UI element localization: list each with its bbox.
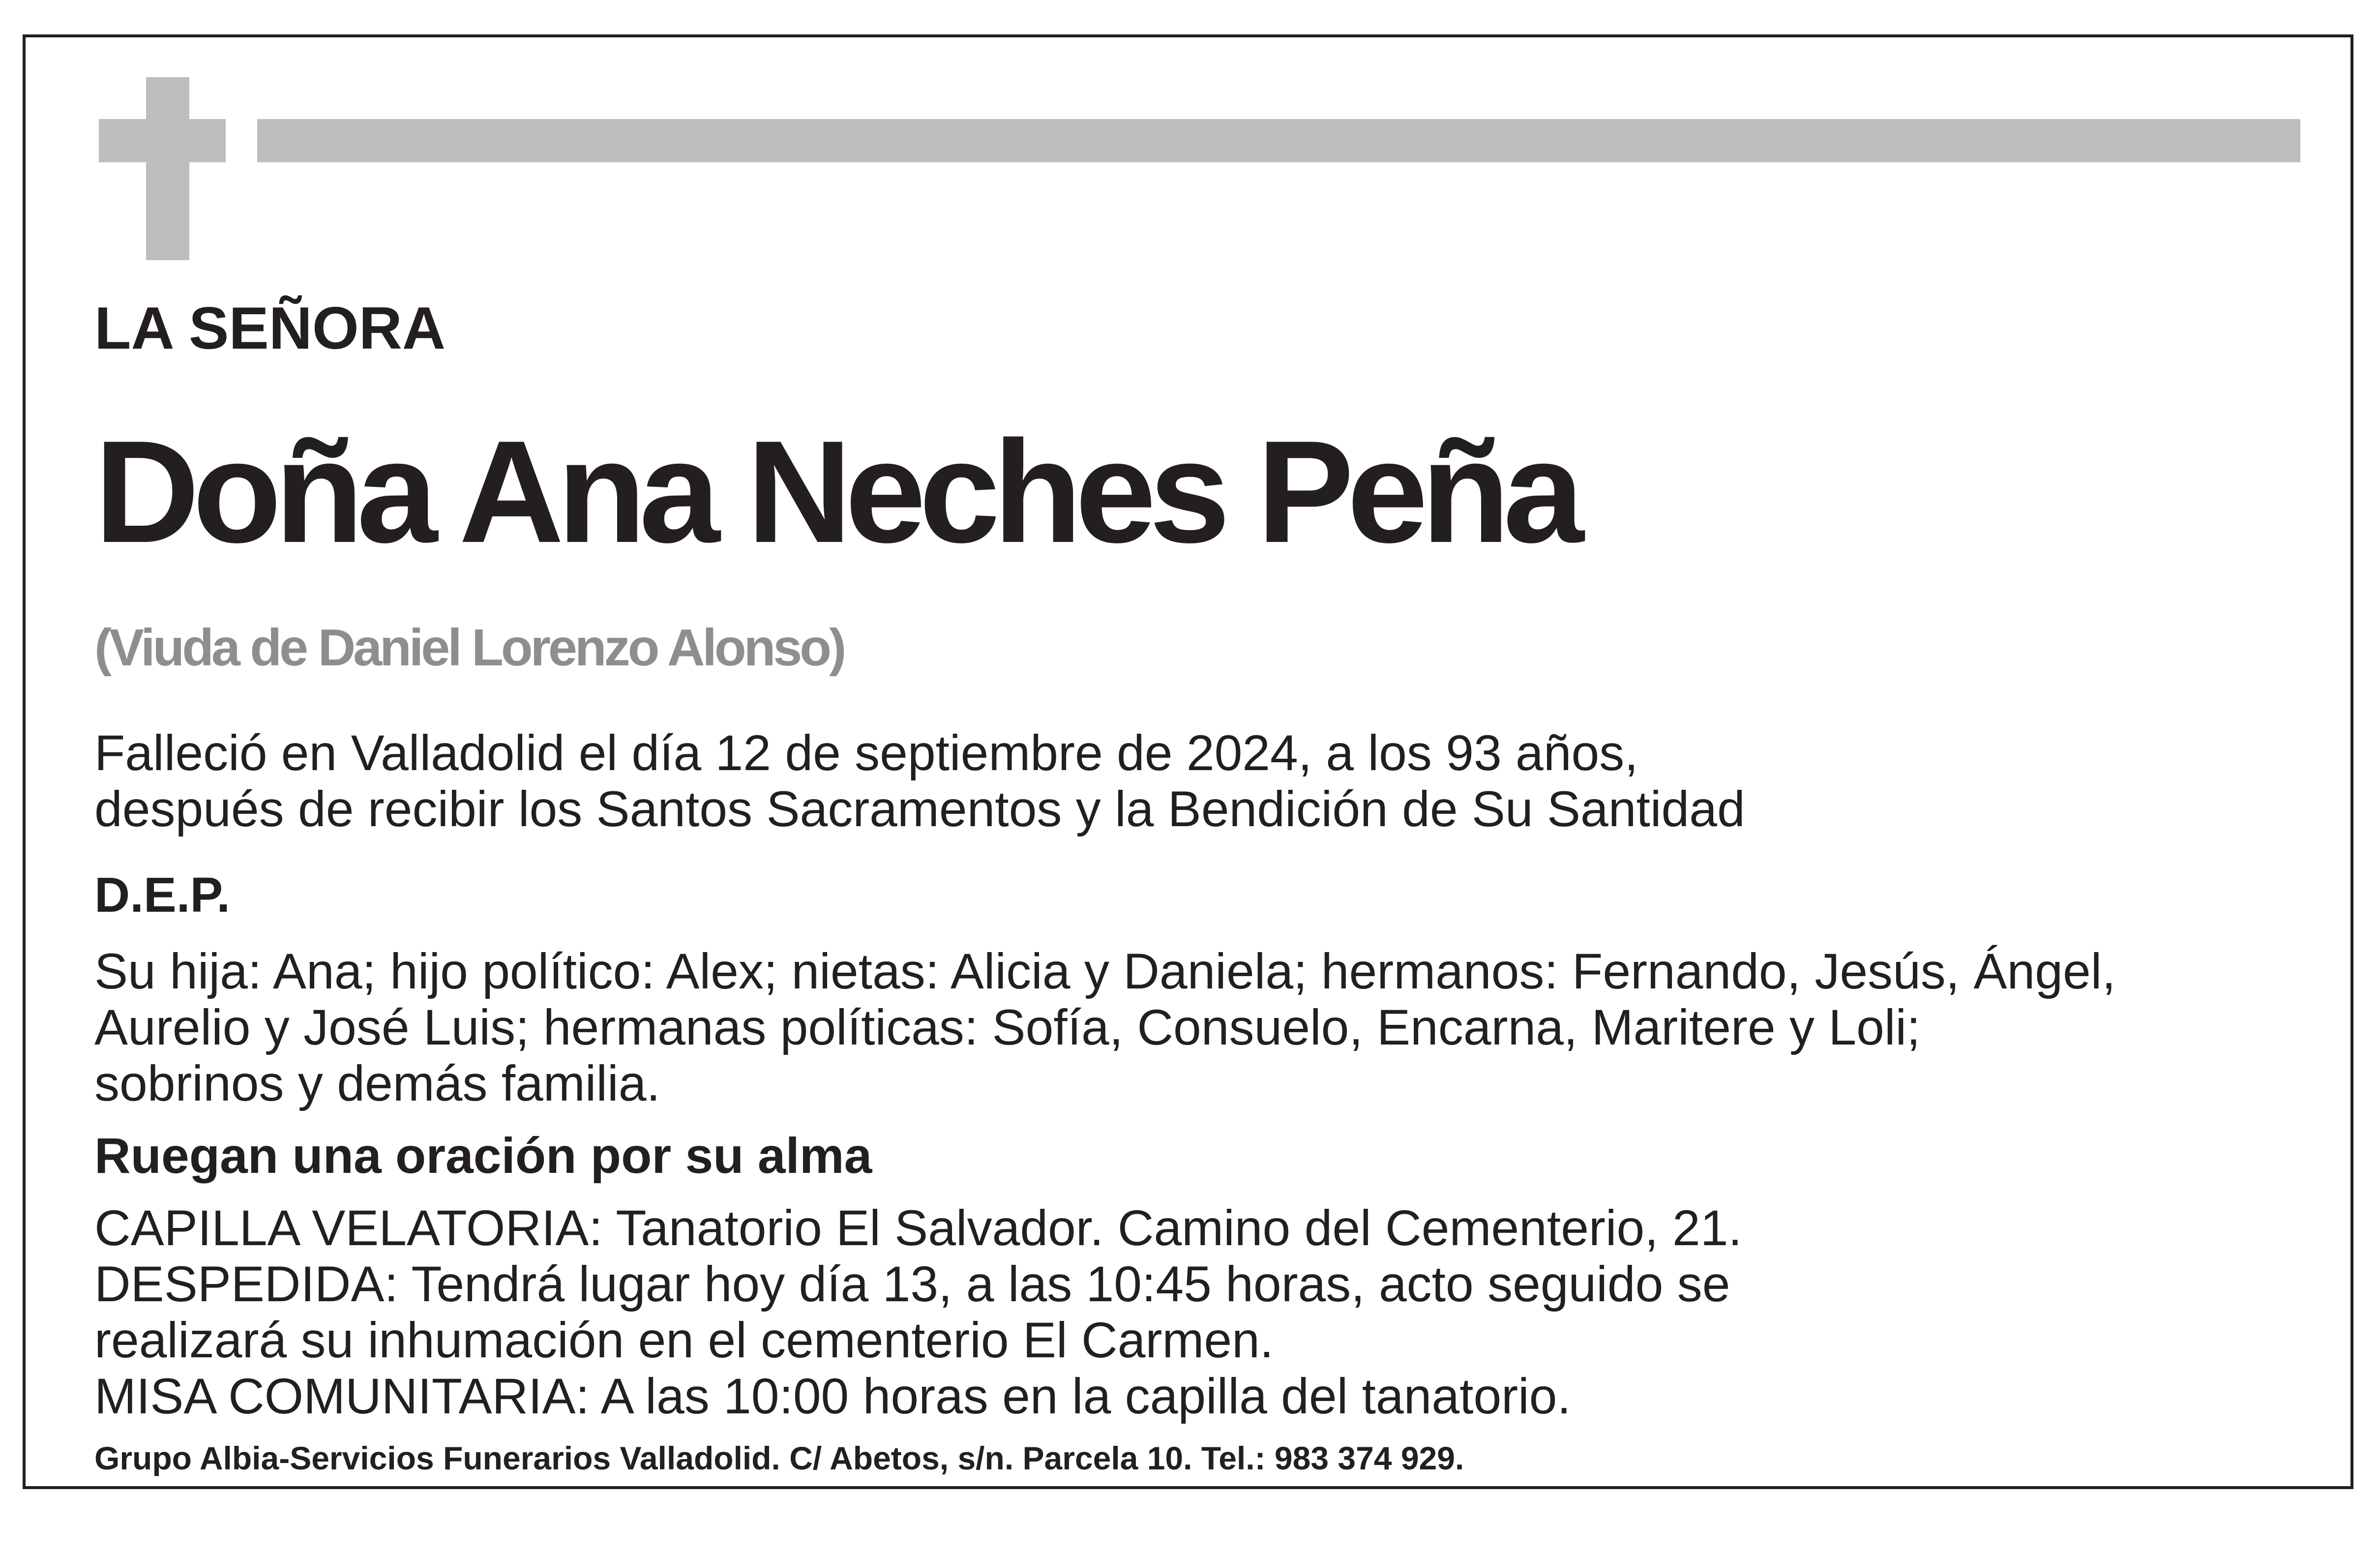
widow-note: (Viuda de Daniel Lorenzo Alonso): [94, 619, 844, 677]
cross-icon: [146, 77, 189, 260]
funeral-home-footer: Grupo Albia-Servicios Funerarios Valladolid. C/ Abetos, s/n. Parcela 10. Tel.: 983 374 929.: [94, 1440, 1464, 1476]
family-line: Aurelio y José Luis; hermanas políticas: Sofía, Consuelo, Encarna, Maritere y Loli;: [94, 999, 1921, 1055]
death-statement: [94, 725, 1745, 837]
header-rule: [257, 119, 2300, 162]
service-line: realizará su inhumación en el cementerio El Carmen.: [94, 1312, 1274, 1368]
service-line: DESPEDIDA: Tendrá lugar hoy día 13, a las 10:45 horas, acto seguido se: [94, 1256, 1730, 1312]
deceased-name: Doña Ana Neches Peña: [94, 410, 1577, 573]
service-line: MISA COMUNITARIA: A las 10:00 horas en la capilla del tanatorio.: [94, 1368, 1571, 1424]
cross-icon-arm: [99, 119, 226, 162]
service-details: [94, 1200, 1742, 1424]
service-line: CAPILLA VELATORIA: Tanatorio El Salvador. Camino del Cementerio, 21.: [94, 1200, 1742, 1256]
death-line: después de recibir los Santos Sacramentos y la Bendición de Su Santidad: [94, 781, 1745, 837]
family-line: sobrinos y demás familia.: [94, 1055, 660, 1111]
death-line: Falleció en Valladolid el día 12 de septiembre de 2024, a los 93 años,: [94, 725, 1638, 781]
honorific: LA SEÑORA: [94, 295, 446, 361]
dep-label: D.E.P.: [94, 867, 231, 923]
family-list: [94, 943, 2116, 1111]
family-line: Su hija: Ana; hijo político: Alex; nietas: Alicia y Daniela; hermanos: Fernando, Jesús, Ángel,: [94, 943, 2116, 999]
prayer-request: Ruegan una oración por su alma: [94, 1128, 872, 1184]
